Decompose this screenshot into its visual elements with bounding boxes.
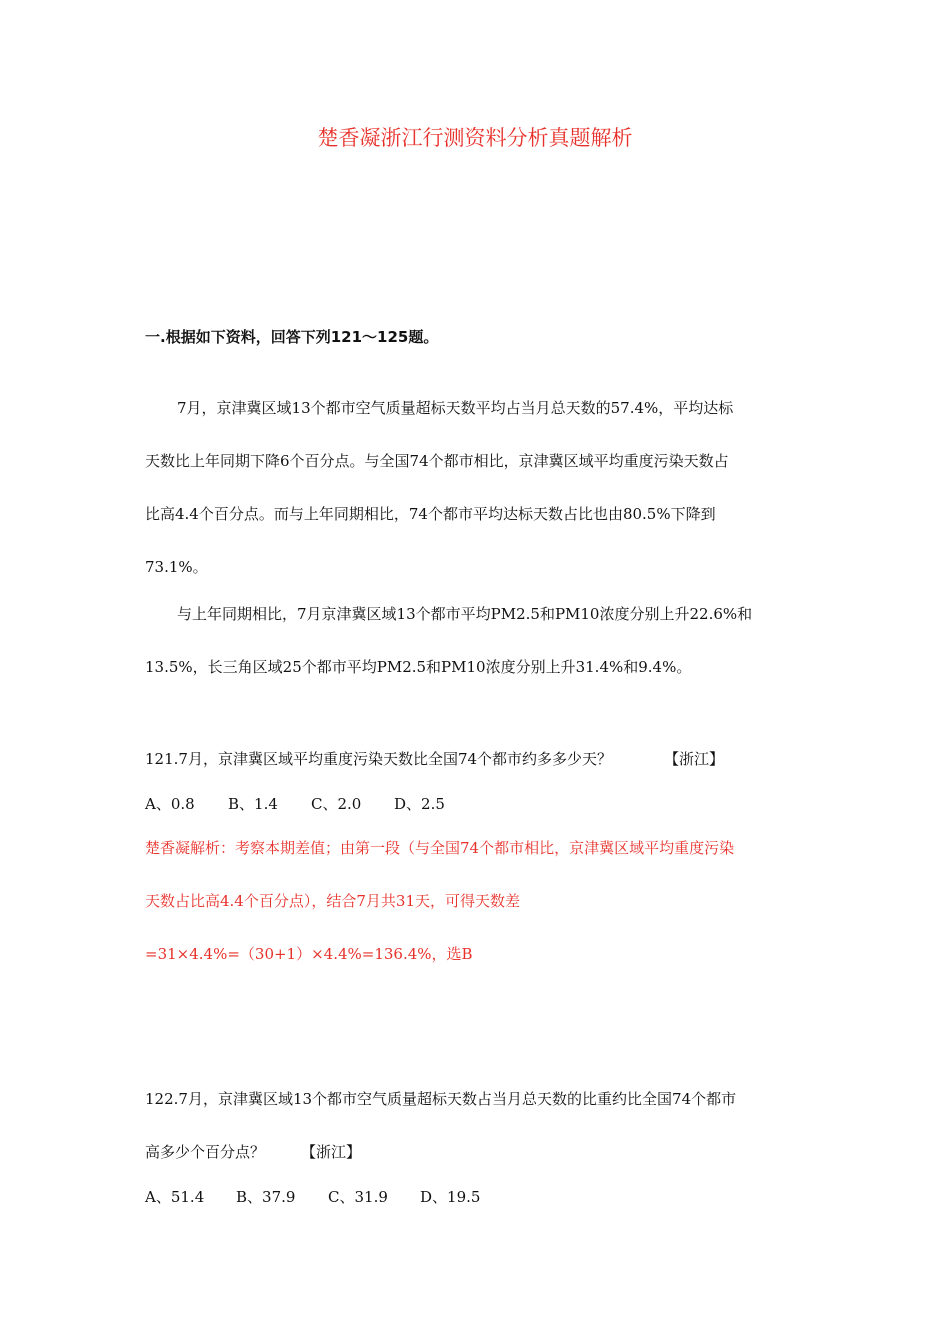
section-heading: 一.根据如下资料，回答下列121～125题。 bbox=[145, 328, 439, 346]
question-122-option-d: D、19.5 bbox=[420, 1188, 481, 1206]
question-122-stem-line-2: 高多少个百分点？ bbox=[145, 1143, 266, 1161]
question-121-option-b: B、1.4 bbox=[228, 795, 278, 813]
question-121-analysis-line-3: =31×4.4%=（30+1）×4.4%=136.4%，选B bbox=[145, 945, 473, 963]
question-122-option-a: A、51.4 bbox=[145, 1188, 205, 1206]
question-121-option-c: C、2.0 bbox=[311, 795, 362, 813]
question-122-option-c: C、31.9 bbox=[328, 1188, 388, 1206]
question-122-option-b: B、37.9 bbox=[236, 1188, 296, 1206]
question-121-stem-row bbox=[145, 749, 724, 769]
question-121-option-d: D、2.5 bbox=[394, 795, 445, 813]
question-122-tag: 【浙江】 bbox=[301, 1143, 362, 1161]
material-paragraph-2-line-2: 13.5%，长三角区域25个都市平均PM2.5和PM10浓度分别上升31.4%和9.4%。 bbox=[145, 658, 692, 676]
material-paragraph-1-line-2: 天数比上年同期下降6个百分点。与全国74个都市相比，京津冀区域平均重度污染天数占 bbox=[145, 452, 729, 470]
question-121-options bbox=[145, 794, 445, 814]
question-121-analysis-line-1: 楚香凝解析：考察本期差值；由第一段（与全国74个都市相比，京津冀区域平均重度污染 bbox=[145, 839, 735, 857]
question-122-options bbox=[145, 1187, 480, 1207]
material-paragraph-1-line-1: 7月，京津冀区域13个都市空气质量超标天数平均占当月总天数的57.4%，平均达标 bbox=[177, 399, 734, 417]
question-121-stem: 121.7月，京津冀区域平均重度污染天数比全国74个都市约多多少天？ bbox=[145, 750, 613, 768]
question-121-analysis-line-2: 天数占比高4.4个百分点），结合7月共31天，可得天数差 bbox=[145, 892, 520, 910]
question-121-tag: 【浙江】 bbox=[664, 750, 725, 768]
material-paragraph-2-line-1: 与上年同期相比，7月京津冀区域13个都市平均PM2.5和PM10浓度分别上升22.6%和 bbox=[177, 605, 753, 623]
material-paragraph-1-line-3: 比高4.4个百分点。而与上年同期相比，74个都市平均达标天数占比也由80.5%下降到 bbox=[145, 505, 716, 523]
question-121-option-a: A、0.8 bbox=[145, 795, 195, 813]
question-122-stem-row bbox=[145, 1142, 361, 1162]
document-title: 楚香凝浙江行测资料分析真题解析 bbox=[317, 126, 633, 150]
question-122-stem-line-1: 122.7月，京津冀区域13个都市空气质量超标天数占当月总天数的比重约比全国74个都市 bbox=[145, 1090, 737, 1108]
material-paragraph-1-line-4: 73.1%。 bbox=[145, 558, 208, 576]
